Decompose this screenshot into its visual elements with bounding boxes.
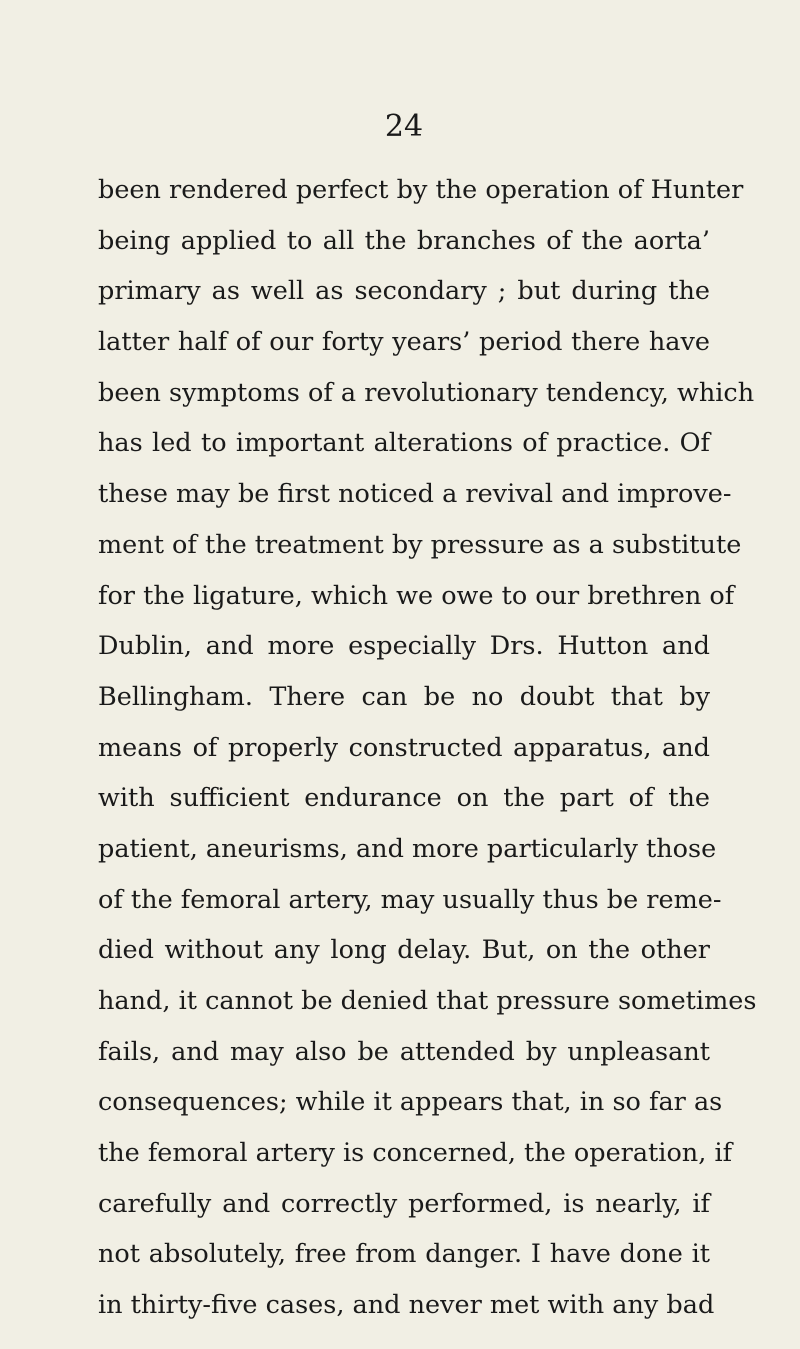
text-line: these may be first noticed a revival and improve- (98, 479, 732, 510)
text-line: means of properly constructed apparatus, and (98, 732, 710, 763)
text-line: ment of the treatment by pressure as a substitute (98, 529, 742, 560)
text-line: latter half of our forty years’ period there have (98, 327, 710, 358)
body-text (98, 165, 757, 1331)
text-line: of the femoral artery, may usually thus be reme- (98, 884, 722, 915)
text-line: primary as well as secondary ; but during the (98, 276, 710, 307)
text-line: Dublin, and more especially Drs. Hutton and (98, 631, 710, 662)
text-line: with sufficient endurance on the part of the (98, 783, 710, 814)
text-line: fails, and may also be attended by unpleasant (98, 1036, 710, 1067)
text-line: hand, it cannot be denied that pressure sometimes (98, 986, 757, 1016)
text-line: being applied to all the branches of the aorta’ (98, 225, 710, 256)
text-line: been symptoms of a revolutionary tendency, which (98, 377, 755, 408)
text-line: not absolutely, free from danger. I have done it (98, 1239, 710, 1270)
text-line: the femoral artery is concerned, the operation, if (98, 1138, 733, 1169)
text-line: consequences; while it appears that, in so far as (98, 1087, 723, 1118)
text-line: carefully and correctly performed, is nearly, if (98, 1188, 710, 1219)
text-line: Bellingham. There can be no doubt that by (98, 681, 710, 712)
text-line: for the ligature, which we owe to our brethren of (98, 580, 735, 611)
page-number: 24 (384, 109, 424, 144)
text-line: died without any long delay. But, on the other (98, 935, 710, 966)
text-line: been rendered perfect by the operation of Hunter (98, 175, 744, 205)
text-line: patient, aneurisms, and more particularly those (98, 833, 717, 864)
text-line: has led to important alterations of practice. Of (98, 428, 710, 459)
text-line: in thirty-five cases, and never met with any bad (98, 1290, 715, 1321)
